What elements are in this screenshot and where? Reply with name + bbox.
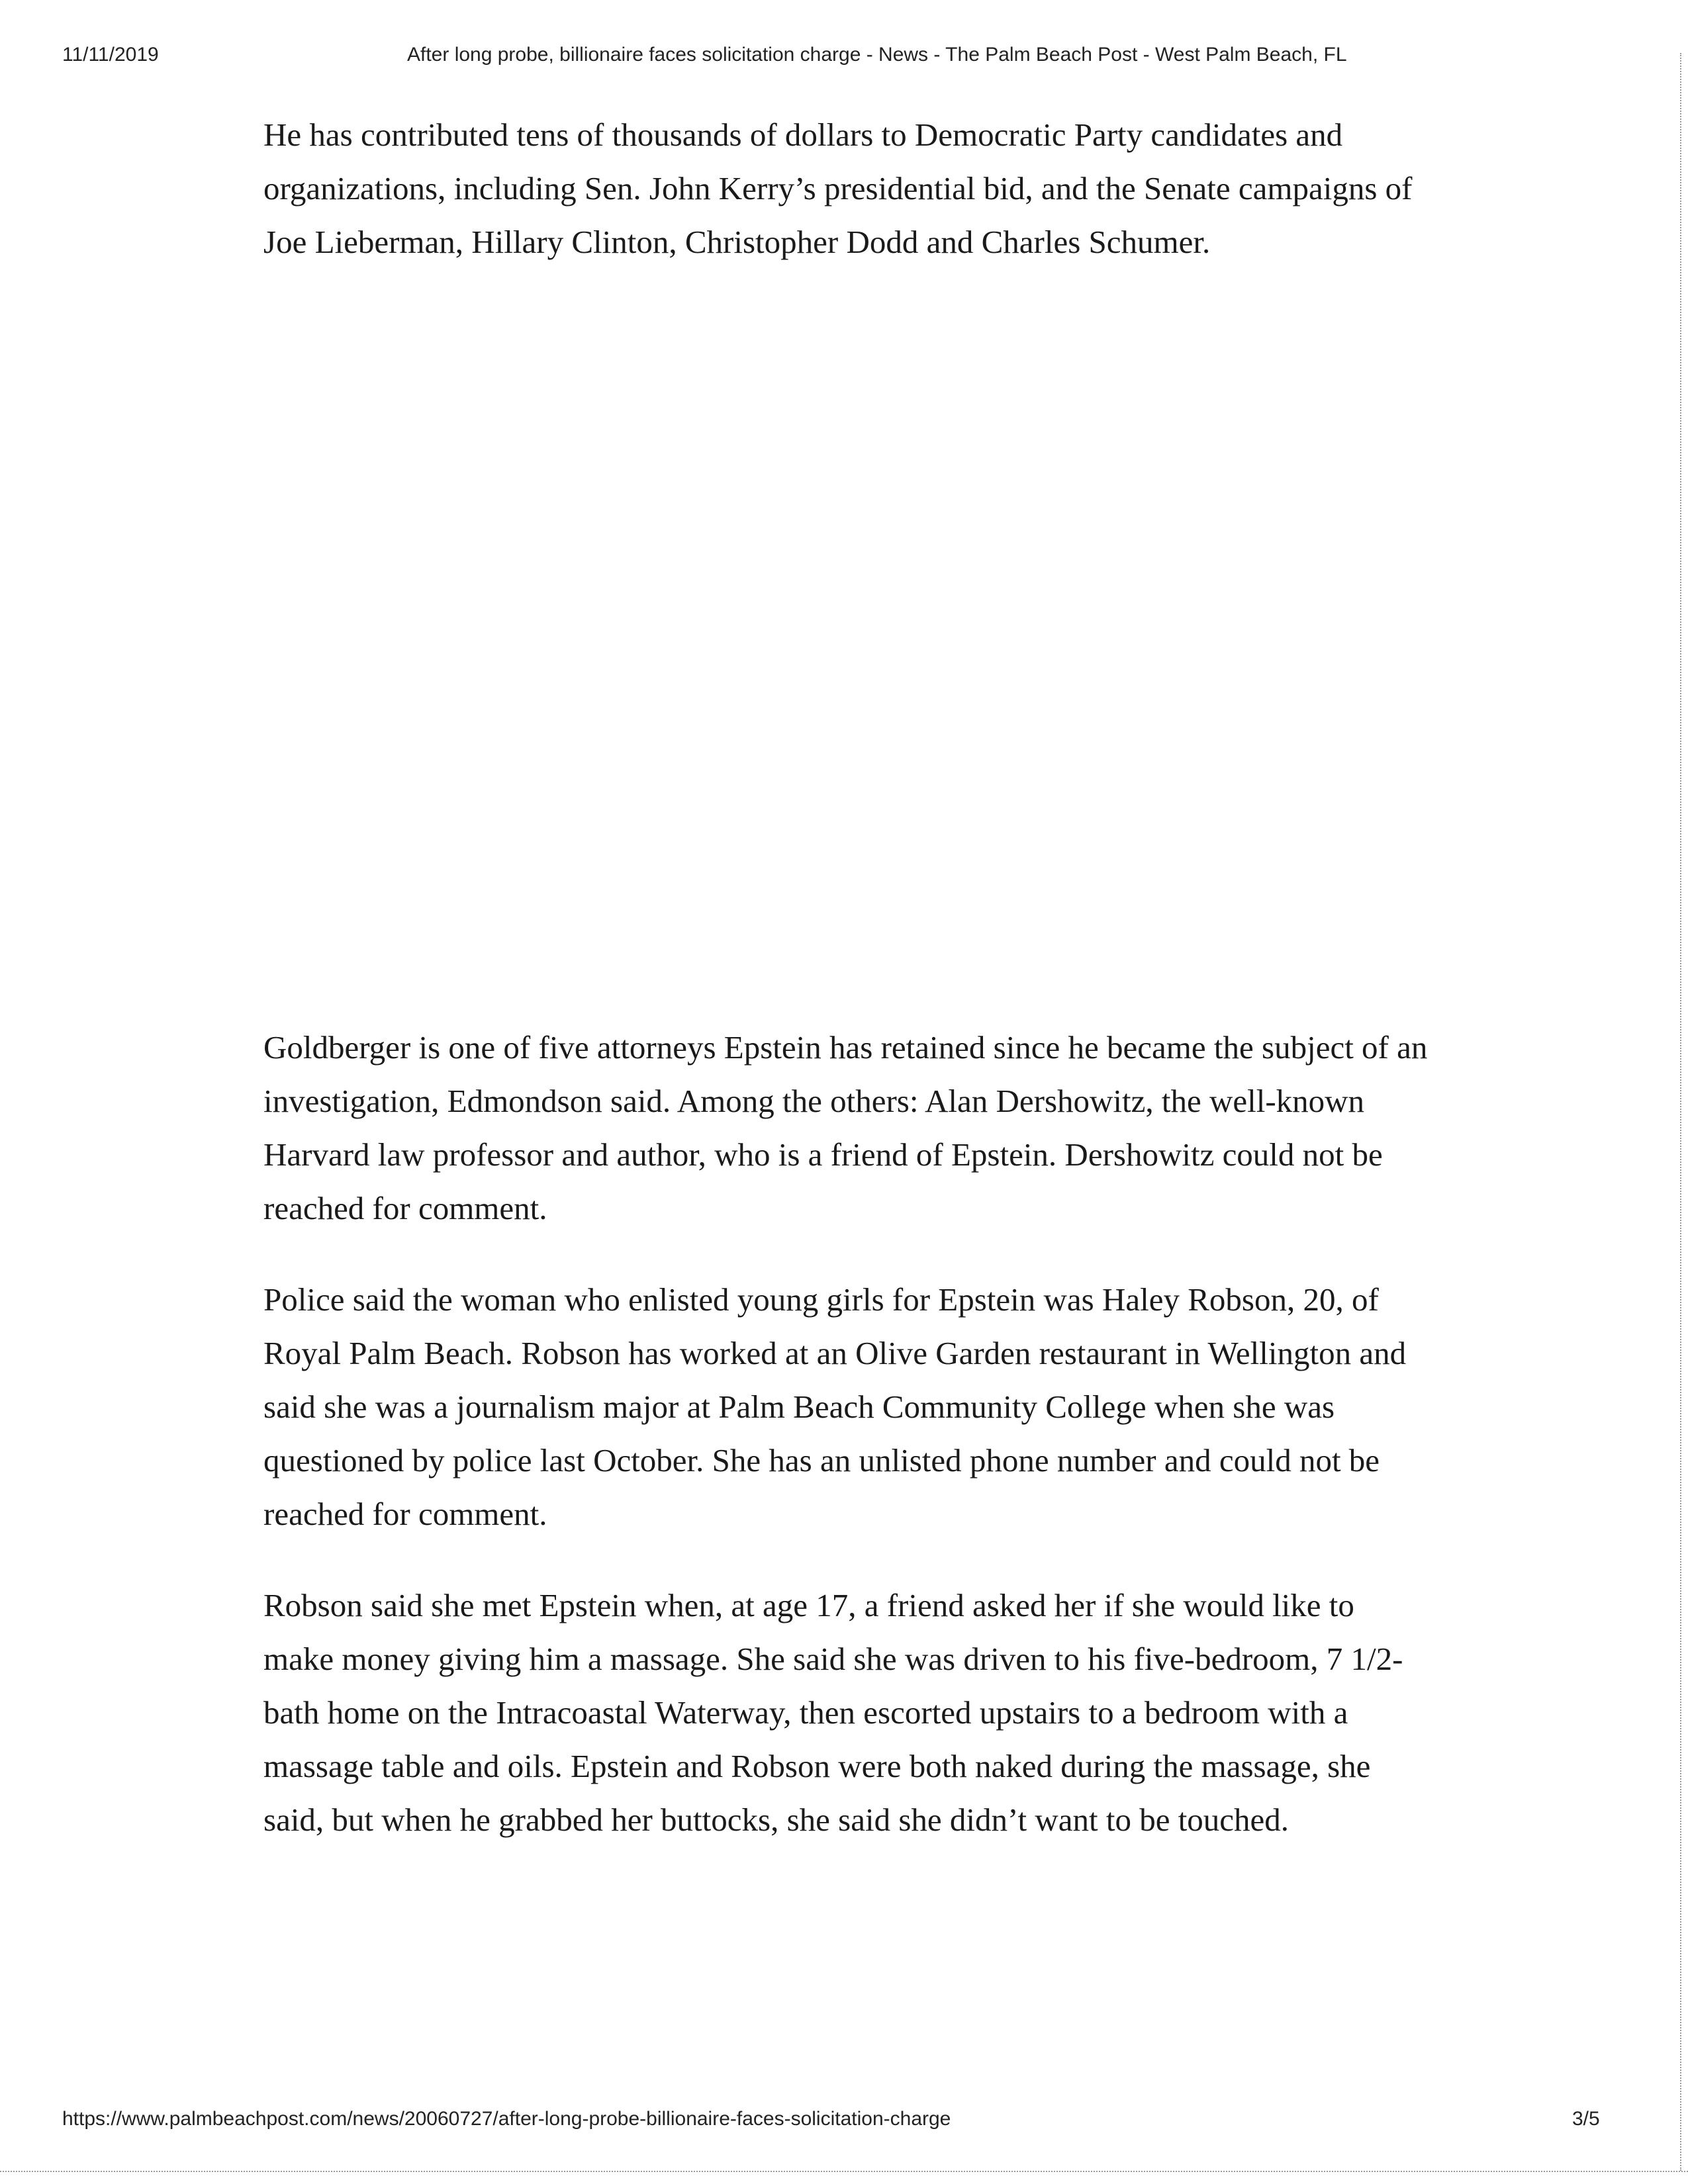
print-page-number: 3/5 <box>1572 2108 1600 2130</box>
paragraph-text: Robson said she met Epstein when, at age 17, a friend asked her if she would like to make money giving him a massage. She said she was driven to his five-bedroom, 7 1/2-bath home on the Intracoastal Waterway, then escorted upstairs to a bedroom with a massage table and oils. Epstein and Robson were both naked during the massage, she said, but when he grabbed her buttocks, she said she didn’t want to be touched. <box>263 1587 1403 1838</box>
article-paragraph <box>263 1021 1429 1235</box>
paragraph-text: Police said the woman who enlisted young girls for Epstein was Haley Robson, 20, of Royal Palm Beach. Robson has worked at an Olive Garden restaurant in Wellington and said she was a journalism major at Palm Beach Community College when she was questioned by police last October. She has an unlisted phone number and could not be reached for comment. <box>263 1281 1407 1532</box>
print-date: 11/11/2019 <box>62 44 159 66</box>
print-page-title: After long probe, billionaire faces solicitation charge - News - The Palm Beach Post - West Palm Beach, FL <box>407 44 1347 66</box>
scan-edge-bottom <box>0 2171 1688 2173</box>
print-source-url: https://www.palmbeachpost.com/news/20060727/after-long-probe-billionaire-faces-solicitation-charge <box>62 2108 951 2130</box>
paragraph-text: Goldberger is one of five attorneys Epstein has retained since he became the subject of an investigation, Edmondson said. Among the others: Alan Dershowitz, the well-known Harvard law professor and author, who is a friend of Epstein. Dershowitz could not be reached for comment. <box>263 1029 1428 1226</box>
paragraph-text: He has contributed tens of thousands of dollars to Democratic Party candidates and organizations, including Sen. John Kerry’s presidential bid, and the Senate campaigns of Joe Lieberman, Hillary Clinton, Christopher Dodd and Charles Schumer. <box>263 116 1413 260</box>
article-paragraph <box>263 1273 1429 1541</box>
scan-edge-right <box>1680 53 1683 2171</box>
article-paragraph <box>263 1578 1429 1846</box>
article-paragraph <box>263 108 1429 269</box>
